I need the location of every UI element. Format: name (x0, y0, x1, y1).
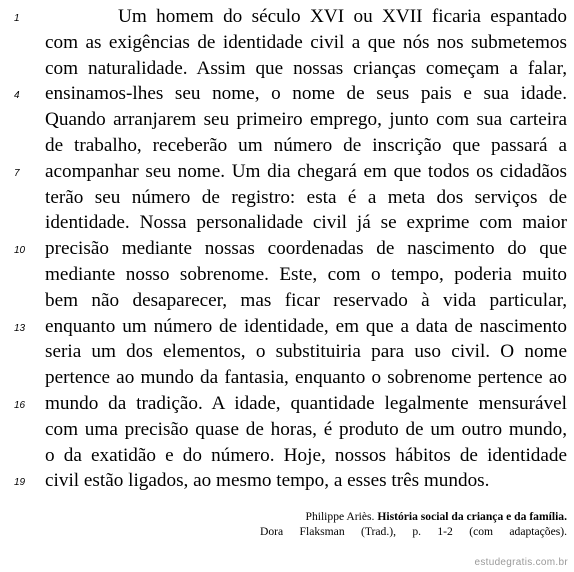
passage-line (0, 237, 574, 263)
line-text: seria um dos elementos, o substituiria para uso civil. O nome (45, 341, 567, 363)
line-text: com uma precisão quase de horas, é produto de um outro mundo, (45, 418, 567, 440)
passage-line (0, 315, 574, 341)
line-text: Quando arranjarem seu primeiro emprego, junto com sua carteira (45, 109, 567, 131)
passage-line (0, 82, 574, 108)
line-text: identidade. Nossa personalidade civil já se exprime com maior (45, 212, 567, 234)
line-number: 7 (14, 167, 20, 179)
passage-line (0, 108, 574, 134)
line-number: 1 (14, 13, 20, 24)
passage-line (0, 418, 574, 444)
passage-line (0, 57, 574, 83)
line-number: 4 (14, 90, 20, 102)
citation-title: História social da criança e da família. (377, 510, 567, 523)
line-text: de trabalho, receberão um número de inscrição que passará a (45, 134, 567, 156)
passage-line (0, 392, 574, 418)
passage-line (0, 263, 574, 289)
line-text: com naturalidade. Assim que nossas crianças começam a falar, (45, 57, 567, 79)
line-number: 10 (14, 245, 26, 257)
citation-line-1 (260, 509, 567, 524)
line-number: 16 (14, 399, 26, 411)
line-number: 13 (14, 322, 26, 334)
passage-line (0, 5, 574, 31)
line-text: Um homem do século XVI ou XVII ficaria espantado (118, 6, 567, 27)
passage-line (0, 289, 574, 315)
line-text: pertence ao mundo da fantasia, enquanto o sobrenome pertence ao (45, 367, 567, 389)
citation-line-2: Dora Flaksman (Trad.), p. 1-2 (com adaptações). (260, 525, 567, 538)
line-text: o da exatidão e do número. Hoje, nossos hábitos de identidade (45, 444, 567, 466)
passage-line (0, 134, 574, 160)
citation (260, 509, 567, 539)
line-text: terão seu número de registro: esta é a meta dos serviços de (45, 186, 567, 208)
passage-line (0, 340, 574, 366)
passage-line (0, 366, 574, 392)
line-text: acompanhar seu nome. Um dia chegará em que todos os cidadãos (45, 160, 567, 182)
line-text: precisão mediante nossas coordenadas de nascimento do que (45, 238, 567, 260)
watermark: estudegratis.com.br (474, 557, 568, 568)
line-text: mediante nosso sobrenome. Este, com o tempo, poderia muito (45, 263, 567, 285)
passage-line (0, 469, 574, 495)
line-number: 19 (14, 477, 26, 489)
passage-line (0, 31, 574, 57)
line-text: ensinamos-lhes seu nome, o nome de seus pais e sua idade. (45, 83, 567, 105)
line-text: civil estão ligados, ao mesmo tempo, a esses três mundos. (45, 470, 490, 492)
passage-line (0, 160, 574, 186)
passage-line (0, 444, 574, 470)
citation-author: Philippe Ariès. (305, 510, 375, 523)
passage-line (0, 186, 574, 212)
passage-line (0, 211, 574, 237)
line-text: mundo da tradição. A idade, quantidade legalmente mensurável (45, 392, 567, 414)
line-text: com as exigências de identidade civil a que nós nos submetemos (45, 31, 567, 53)
line-text: bem não desaparecer, mas ficar reservado à vida particular, (45, 289, 567, 311)
line-text: enquanto um número de identidade, em que a data de nascimento (45, 315, 567, 337)
passage (0, 5, 574, 495)
